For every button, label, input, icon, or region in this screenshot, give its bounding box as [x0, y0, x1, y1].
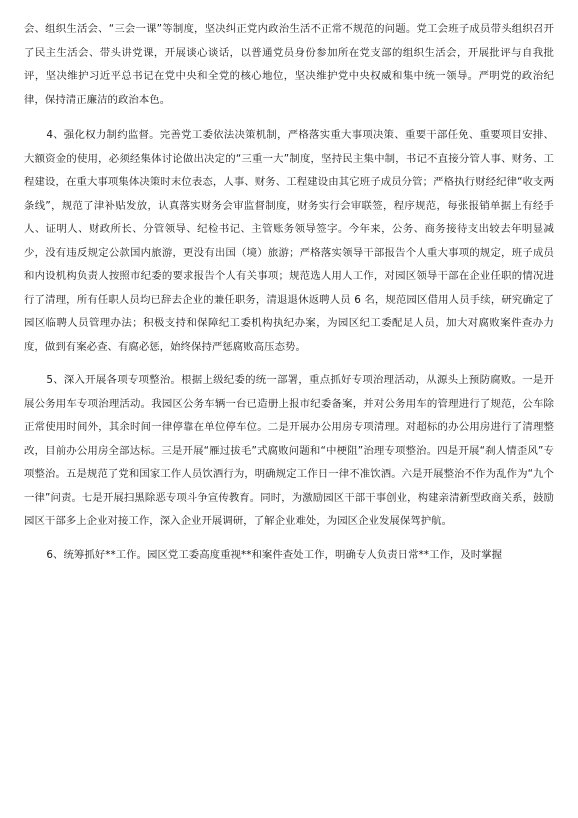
paragraph-6-coordination: 6、统筹抓好**工作。园区党工委高度重视**和案件查处工作，明确专人负责日常**工作，及时掌握 — [46, 548, 503, 561]
paragraph-continued: 会、组织生活会、“三会一课”等制度，坚决纠正党内政治生活不正常不规范的问题。党工会班子成员带头组织召开了民主生活会、带头讲党课，开展谈心谈话，以普通党员身份参加所在党支部的组织生活会，开展批评与自我批评，坚决维护习近平总书记在党中央和全党的核心地位，坚决维护党中央权威和集中统一领导。严明党的政治纪律，保持清正廉洁的政治本色。 — [24, 23, 554, 106]
paragraph-5-special-rectification: 5、深入开展各项专项整治。根据上级纪委的统一部署，重点抓好专项治理活动，从源头上预防腐败。一是开展公务用车专项治理活动。我园区公务车辆一台已造册上报市纪委备案，并对公务用车的管理进行了规范，公车除正常使用时间外，其余时间一律停靠在单位停车位。二是开展办公用房专项清理。对超标的办公用房进行了清理整改，目前办公用房全部达标。三是开展“雁过拔毛”式腐败问题和“中梗阻”治理专项整治。四是开展“刹人情歪风”专项整治。五是规范了党和国家工作人员饮酒行为，明确规定工作日一律不准饮酒。六是开展整治不作为乱作为“九个一律”问责。七是开展扫黑除恶专项斗争宣传教育。同时，为激励园区干部干事创业，构建亲清新型政商关系，鼓励园区干部多上企业对接工作，深入企业开展调研，了解企业难处，为园区企业发展保驾护航。 — [24, 374, 554, 527]
document-body — [24, 18, 554, 577]
paragraph-4-power-supervision: 4、强化权力制约监督。完善党工委依法决策机制，严格落实重大事项决策、重要干部任免、重要项目安排、大额资金的使用，必须经集体讨论做出决定的“三重一大”制度，坚持民主集中制，书记不直接分管人事、财务、工程建设，在重大事项集体决策时末位表态，人事、财务、工程建设由其它班子成员分管；严格执行财经纪律“收支两条线”，规范了津补贴发放，认真落实财务会审监督制度，财务实行会审联签，程序规范，每张报销单据上有经手人、证明人、财政所长、分管领导、纪检书记、主管账务领导签字。今年来，公务、商务接待支出较去年明显减少，没有违反规定公款国内旅游，更没有出国（境）旅游；严格落实领导干部报告个人重大事项的规定，班子成员和内设机构负责人按照市纪委的要求报告个人有关事项；规范选人用人工作，对园区领导干部在企业任职的情况进行了清理，所有任职人员均已辞去企业的兼任职务，清退退休返聘人员 6 名，规范园区借用人员手续，研究确定了园区临聘人员管理办法；积极支持和保障纪工委机构执纪办案，为园区纪工委配足人员，加大对腐败案件查办力度，做到有案必查、有腐必惩，始终保持严惩腐败高压态势。 — [24, 129, 554, 353]
